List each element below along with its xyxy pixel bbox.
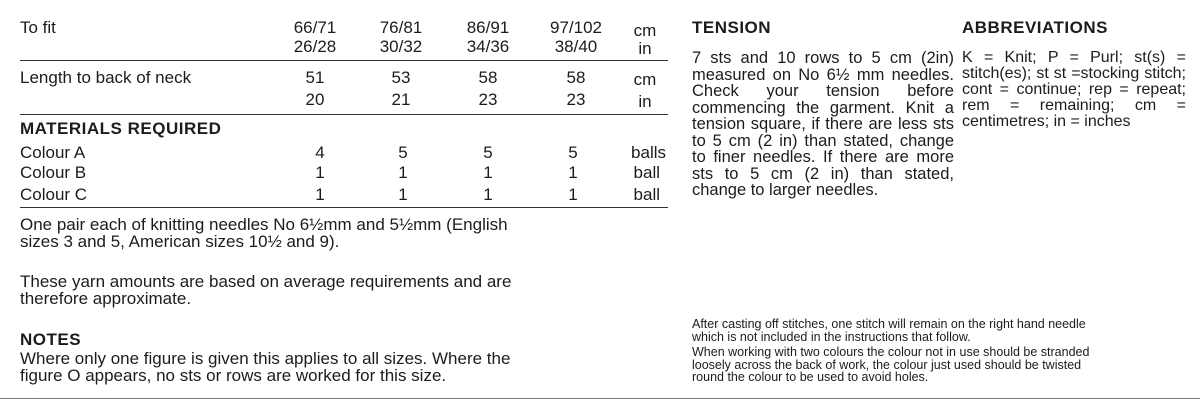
size-col-1-in: 26/28 xyxy=(293,37,337,56)
colour-c-label: Colour C xyxy=(20,185,88,204)
size-col-3-cm: 86/91 xyxy=(466,18,510,37)
length-label: Length to back of neck xyxy=(20,68,192,87)
colour-a-value-2: 5 xyxy=(398,143,408,162)
colour-c-value-3: 1 xyxy=(483,185,493,204)
length-unit-in: in xyxy=(638,92,652,111)
length-col-2-in: 21 xyxy=(391,90,411,109)
abbreviations-text: K = Knit; P = Purl; st(s) = stitch(es); st st =stocking stitch; cont = continue; rep = repeat; rem = remaining; cm = centimetres; in = inches xyxy=(962,49,1186,130)
size-col-2-in: 30/32 xyxy=(379,37,423,56)
length-col-4-in: 23 xyxy=(566,90,586,109)
colour-c-unit: ball xyxy=(633,185,660,204)
colour-b-value-1: 1 xyxy=(315,163,325,182)
size-col-1-cm: 66/71 xyxy=(293,18,337,37)
footnote-casting-off: After casting off stitches, one stitch will remain on the right hand needle which is not included in the instructions that follow. xyxy=(692,317,1086,344)
materials-heading: MATERIALS REQUIRED xyxy=(20,119,222,138)
colour-a-value-1: 4 xyxy=(315,143,325,162)
colour-a-value-4: 5 xyxy=(568,143,578,162)
tension-heading: TENSION xyxy=(692,18,772,37)
colour-a-label: Colour A xyxy=(20,143,86,162)
tension-text: 7 sts and 10 rows to 5 cm (2in) measured on No 6½ mm needles. Check your tension before commencing the garment. Knit a tension square, if there are less sts to 5 cm (2 in) than stated, change to finer needles. If there are more sts to 5 cm (2 in) than stated, change to larger needles. xyxy=(692,49,954,199)
colour-b-label: Colour B xyxy=(20,163,87,182)
colour-c-value-4: 1 xyxy=(568,185,578,204)
bottom-edge-line xyxy=(0,398,1200,399)
notes-text: Where only one figure is given this applies to all sizes. Where the figure O appears, no sts or rows are worked for this size. xyxy=(20,349,511,385)
yarn-note: These yarn amounts are based on average requirements and are therefore approximate. xyxy=(20,272,512,308)
needles-text: One pair each of knitting needles No 6½mm and 5½mm (English sizes 3 and 5, American sizes 10½ and 9). xyxy=(20,215,508,251)
colour-c-value-1: 1 xyxy=(315,185,325,204)
size-col-4-cm: 97/102 xyxy=(550,18,602,37)
length-unit-cm: cm xyxy=(633,70,657,89)
table-rule-1 xyxy=(20,60,668,61)
length-col-1-in: 20 xyxy=(305,90,325,109)
abbreviations-heading: ABBREVIATIONS xyxy=(962,18,1108,37)
colour-c-value-2: 1 xyxy=(398,185,408,204)
sizes-label: To fit xyxy=(20,18,56,37)
length-col-1-cm: 51 xyxy=(305,68,325,87)
length-col-3-in: 23 xyxy=(478,90,498,109)
table-rule-2 xyxy=(20,114,668,115)
length-col-4-cm: 58 xyxy=(566,68,586,87)
colour-a-unit: balls xyxy=(631,143,666,162)
colour-a-value-3: 5 xyxy=(483,143,493,162)
size-col-3-in: 34/36 xyxy=(466,37,510,56)
footnote-two-colours: When working with two colours the colour not in use should be stranded loosely across the back of work, the colour just used should be twisted round the colour to be used to avoid holes. xyxy=(692,345,1090,384)
colour-b-value-2: 1 xyxy=(398,163,408,182)
colour-b-value-4: 1 xyxy=(568,163,578,182)
size-col-2-cm: 76/81 xyxy=(379,18,423,37)
size-unit-in: in xyxy=(638,39,652,58)
colour-b-unit: ball xyxy=(633,163,660,182)
length-col-2-cm: 53 xyxy=(391,68,411,87)
length-col-3-cm: 58 xyxy=(478,68,498,87)
table-rule-3 xyxy=(20,207,668,208)
size-unit-cm: cm xyxy=(633,21,657,40)
notes-heading: NOTES xyxy=(20,330,82,349)
size-col-4-in: 38/40 xyxy=(554,37,598,56)
colour-b-value-3: 1 xyxy=(483,163,493,182)
